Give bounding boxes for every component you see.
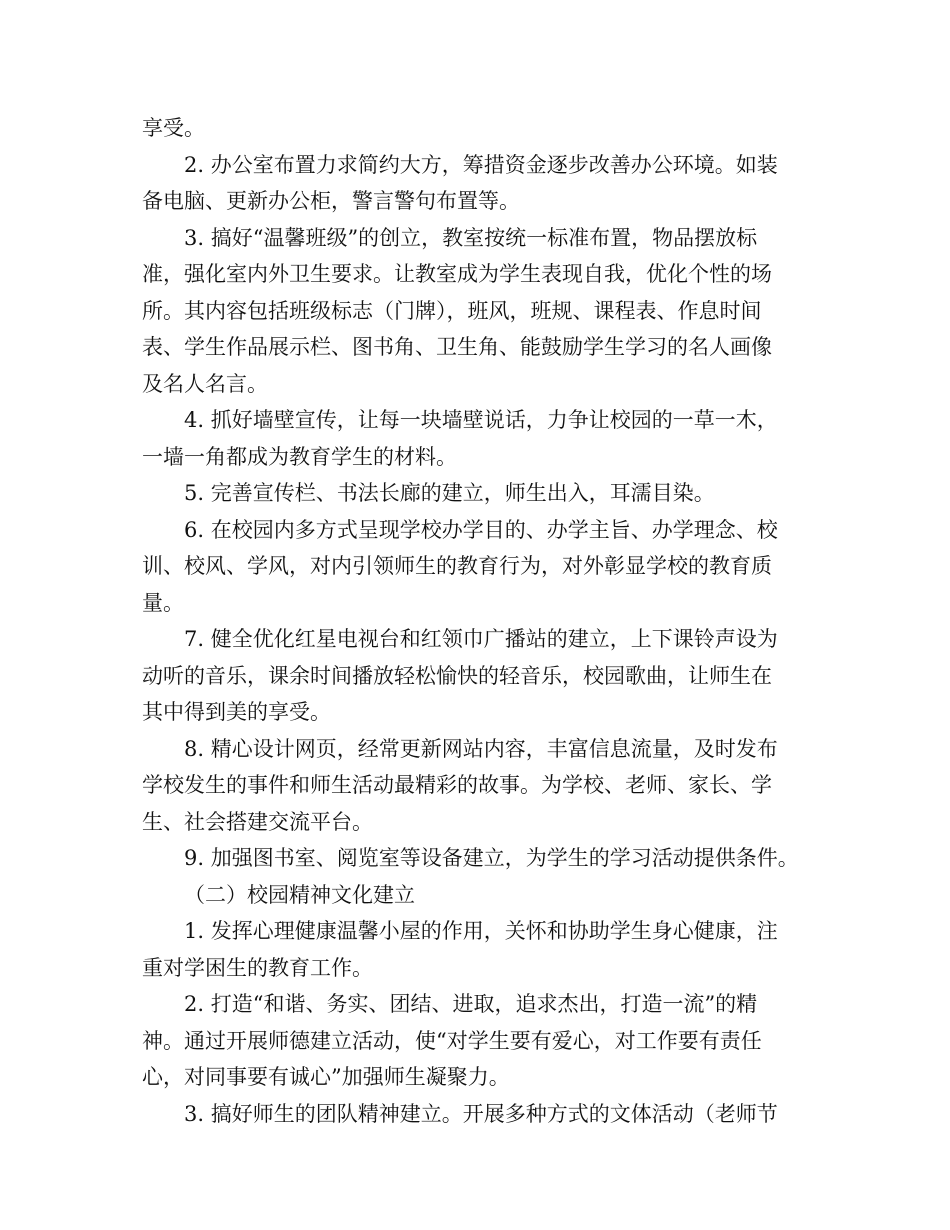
paragraph-item-4-walls [142,402,822,475]
text-line: 重对学困生的教育工作。 [142,955,373,980]
text-line: 2. 办公室布置力求简约大方，筹措资金逐步改善办公环境。如装 [184,152,778,177]
text-line: 学校发生的事件和师生活动最精彩的故事。为学校、老师、家长、学 [142,773,772,797]
text-line: 心，对同事要有诚心”加强师生凝聚力。 [142,1065,510,1089]
text-line: 神。通过开展师德建立活动，使“对学生要有爱心，对工作要有责任 [142,1028,762,1053]
text-line: 享受。 [142,116,205,140]
text-line: 3. 搞好“温馨班级”的创立，教室按统一标准布置，物品摆放标 [184,225,758,250]
paragraph-item-2-office [142,147,822,220]
text-line: 3. 搞好师生的团队精神建立。开展多种方式的文体活动（老师节 [184,1101,778,1126]
text-line: 量。 [142,590,184,615]
text-line: 2. 打造“和谐、务实、团结、进取，追求杰出，打造一流”的精 [184,992,758,1016]
paragraph-item-6-campus [142,512,822,622]
document-page [142,110,822,1132]
paragraph-item-9-library [142,840,822,877]
text-line: 所。其内容包括班级标志（门牌），班风，班规、课程表、作息时间 [142,298,762,323]
text-line: 6. 在校园内多方式呈现学校办学目的、办学主旨、办学理念、校 [184,517,778,542]
paragraph-item-1-psychology [142,913,822,986]
section-heading-text: （二）校园精神文化建立 [184,882,415,907]
paragraph-item-7-broadcast [142,621,822,731]
text-line: 动听的音乐，课余时间播放轻松愉快的轻音乐，校园歌曲，让师生在 [142,663,772,688]
section-heading [142,877,822,914]
text-line: 9. 加强图书室、阅览室等设备建立，为学生的学习活动提供条件。 [184,846,799,870]
paragraph-item-2-spirit [142,986,822,1096]
text-line: 一墙一角都成为教育学生的材料。 [142,444,457,469]
paragraph-item-3-classroom [142,220,822,403]
text-line: 7. 健全优化红星电视台和红领巾广播站的建立，上下课铃声设为 [184,627,778,651]
paragraph-item-3-team [142,1096,822,1133]
text-line: 4. 抓好墙壁宣传，让每一块墙壁说话，力争让校园的一草一木， [184,408,778,432]
text-line: 8. 精心设计网页，经常更新网站内容，丰富信息流量，及时发布 [184,736,778,761]
text-line: 训、校风、学风，对内引领师生的教育行为，对外彰显学校的教育质 [142,554,772,578]
paragraph-continuation [142,110,822,147]
text-line: 表、学生作品展示栏、图书角、卫生角、能鼓励学生学习的名人画像 [142,335,772,359]
text-line: 备电脑、更新办公柜，警言警句布置等。 [142,189,520,213]
text-line: 及名人名言。 [142,371,268,396]
text-line: 准，强化室内外卫生要求。让教室成为学生表现自我，优化个性的场 [142,262,772,286]
paragraph-item-5-bulletin [142,475,822,512]
text-line: 1. 发挥心理健康温馨小屋的作用，关怀和协助学生身心健康，注 [184,919,778,943]
text-line: 其中得到美的享受。 [142,700,331,724]
paragraph-item-8-website [142,731,822,841]
text-line: 5. 完善宣传栏、书法长廊的建立，师生出入，耳濡目染。 [184,481,715,505]
text-line: 生、社会搭建交流平台。 [142,809,373,834]
